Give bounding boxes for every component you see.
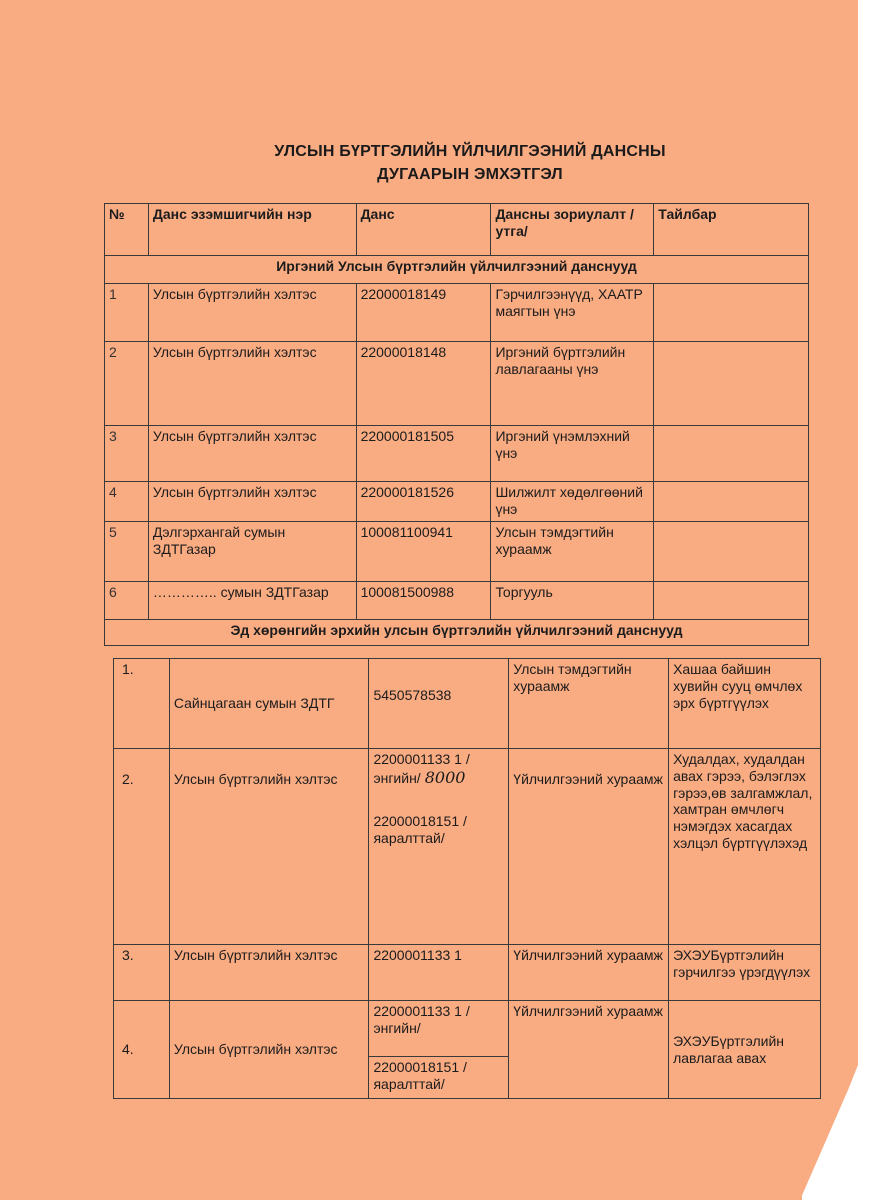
account-number-urgent: 22000018151 /яаралттай/ xyxy=(373,812,467,846)
citizen-accounts-table xyxy=(104,203,809,646)
row-number: 2 xyxy=(105,342,149,426)
account-note: ЭХЭУБүртгэлийн гэрчилгээ үрэгдүүлэх xyxy=(669,945,821,1001)
document-title-line-2: ДУГААРЫН ЭМХЭТГЭЛ xyxy=(377,166,563,183)
account-number: 5450578538 xyxy=(369,659,509,749)
account-purpose: Шилжилт хөдөлгөөний үнэ xyxy=(491,482,654,522)
row-number: 3. xyxy=(114,945,170,1001)
account-note xyxy=(654,342,809,426)
row-number: 5 xyxy=(105,522,149,582)
account-note xyxy=(654,284,809,342)
account-purpose: Торгууль xyxy=(491,582,654,620)
account-number: 2200001133 1 xyxy=(369,945,509,1001)
row-number: 1. xyxy=(114,659,170,749)
account-number: 100081100941 xyxy=(356,522,491,582)
account-purpose: Улсын тэмдэгтийн хураамж xyxy=(491,522,654,582)
account-note: Худалдах, худалдан авах гэрээ, бэлэглэх гэрээ,өв залгамжлал, хамтран өмчлөгч нэмэгдэх хасагдах хэлцэл бүртгүүлэхэд xyxy=(669,749,821,945)
table-row xyxy=(105,426,809,482)
header-purpose: Дансны зориулалт /утга/ xyxy=(491,204,654,256)
row-number: 3 xyxy=(105,426,149,482)
table-row xyxy=(114,945,821,1001)
account-number-urgent: 22000018151 /яаралттай/ xyxy=(369,1057,509,1099)
account-note xyxy=(654,426,809,482)
account-note xyxy=(654,482,809,522)
account-purpose: Үйлчилгээний хураамж xyxy=(509,1001,669,1099)
row-number: 4 xyxy=(105,482,149,522)
account-purpose: Үйлчилгээний хураамж xyxy=(509,749,669,945)
row-number: 6 xyxy=(105,582,149,620)
owner-name: Улсын бүртгэлийн хэлтэс xyxy=(169,945,369,1001)
table-header-row xyxy=(105,204,809,256)
header-owner-name: Данс эзэмшигчийн нэр xyxy=(148,204,356,256)
header-number: № xyxy=(105,204,149,256)
owner-name: Улсын бүртгэлийн хэлтэс xyxy=(169,1001,369,1099)
owner-name: Улсын бүртгэлийн хэлтэс xyxy=(148,482,356,522)
account-number-regular: 2200001133 1 /энгийн/ xyxy=(369,1001,509,1057)
owner-name: Сайнцагаан сумын ЗДТГ xyxy=(169,659,369,749)
account-purpose: Иргэний бүртгэлийн лавлагааны үнэ xyxy=(491,342,654,426)
table-row xyxy=(105,522,809,582)
section-row xyxy=(105,620,809,646)
account-note xyxy=(654,582,809,620)
table-row xyxy=(105,342,809,426)
account-number-regular-text: 2200001133 1 /энгийн/ xyxy=(373,751,470,786)
account-purpose: Улсын тэмдэгтийн хураамж xyxy=(509,659,669,749)
section-row xyxy=(105,256,809,284)
table-row xyxy=(105,284,809,342)
owner-name: Улсын бүртгэлийн хэлтэс xyxy=(148,426,356,482)
property-accounts-table xyxy=(113,658,821,1099)
table-row xyxy=(114,659,821,749)
owner-name: Улсын бүртгэлийн хэлтэс xyxy=(148,342,356,426)
section-title-property: Эд хөрөнгийн эрхийн улсын бүртгэлийн үйлчилгээний данснууд xyxy=(105,620,809,646)
document-title-line-1: УЛСЫН БҮРТГЭЛИЙН ҮЙЛЧИЛГЭЭНИЙ ДАНСНЫ xyxy=(274,143,666,160)
account-number: 22000018148 xyxy=(356,342,491,426)
header-account: Данс xyxy=(356,204,491,256)
row-number: 4. xyxy=(114,1001,170,1099)
header-note: Тайлбар xyxy=(654,204,809,256)
account-purpose: Иргэний үнэмлэхний үнэ xyxy=(491,426,654,482)
row-number: 1 xyxy=(105,284,149,342)
account-purpose: Гэрчилгээнүүд, ХААТР маягтын үнэ xyxy=(491,284,654,342)
table-row xyxy=(105,582,809,620)
owner-name: Улсын бүртгэлийн хэлтэс xyxy=(169,749,369,945)
owner-name: Улсын бүртгэлийн хэлтэс xyxy=(148,284,356,342)
account-note xyxy=(654,522,809,582)
account-note: ЭХЭУБүртгэлийн лавлагаа авах xyxy=(669,1001,821,1099)
owner-name: ………….. сумын ЗДТГазар xyxy=(148,582,356,620)
account-number: 220000181526 xyxy=(356,482,491,522)
owner-name: Дэлгэрхангай сумын ЗДТГазар xyxy=(148,522,356,582)
handwritten-note: 8000 xyxy=(424,767,466,787)
account-purpose: Үйлчилгээний хураамж xyxy=(509,945,669,1001)
table-row xyxy=(114,749,821,945)
table-row xyxy=(105,482,809,522)
account-number-regular xyxy=(373,751,504,787)
row-number: 2. xyxy=(114,749,170,945)
account-number: 220000181505 xyxy=(356,426,491,482)
table-row xyxy=(114,1001,821,1057)
account-note: Хашаа байшин хувийн сууц өмчлөх эрх бүртгүүлэх xyxy=(669,659,821,749)
account-number: 100081500988 xyxy=(356,582,491,620)
account-number: 22000018149 xyxy=(356,284,491,342)
section-title-citizen: Иргэний Улсын бүртгэлийн үйлчилгээний данснууд xyxy=(105,256,809,284)
account-number-cell xyxy=(369,749,509,945)
